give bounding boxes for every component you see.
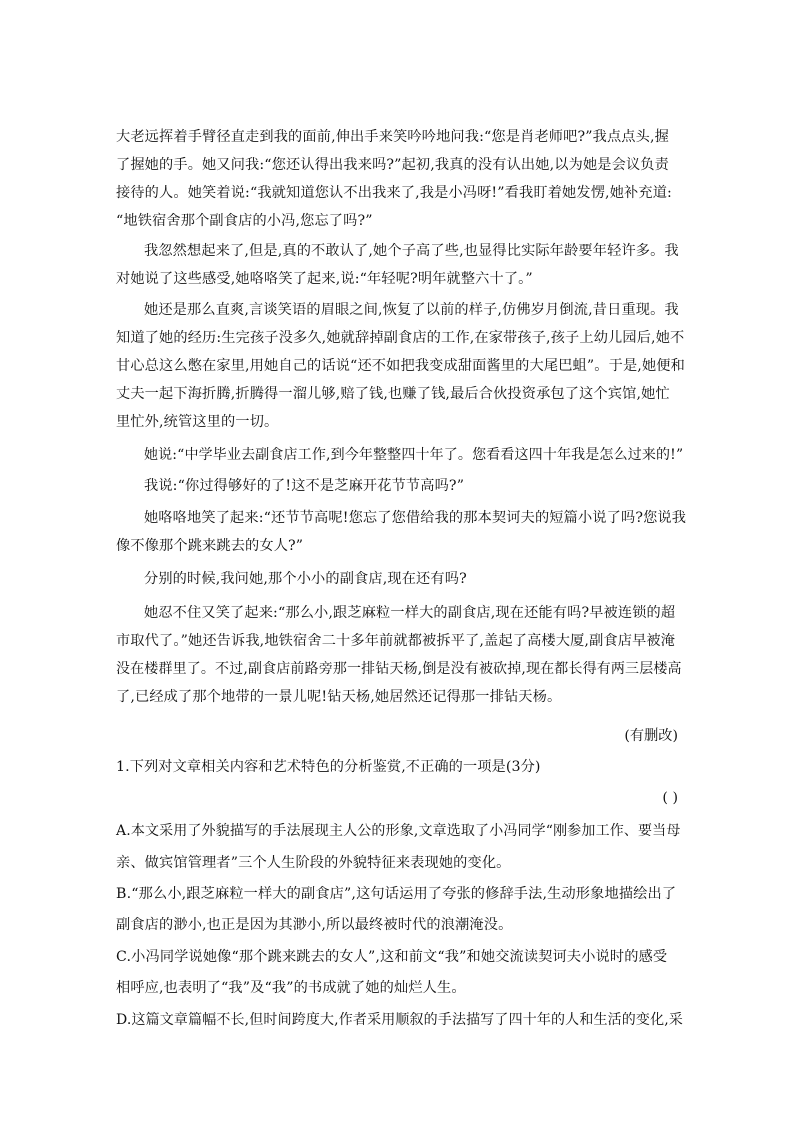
passage-line: “地铁宿舍那个副食店的小冯,您忘了吗?” <box>116 213 373 229</box>
passage-line: 分别的时候,我问她,那个小小的副食店,现在还有吗? <box>144 571 467 587</box>
passage-line: 我忽然想起来了,但是,真的不敢认了,她个子高了些,也显得比实际年龄要年轻许多。我 <box>144 243 679 259</box>
passage-line: 了,已经成了那个地带的一景儿呢!钻天杨,她居然还记得那一排钻天杨。 <box>116 689 562 705</box>
option-d-line: D.这篇文章篇幅不长,但时间跨度大,作者采用顺叙的手法描写了四十年的人和生活的变化,采 <box>116 1012 683 1028</box>
passage-line: 丈夫一起下海折腾,折腾得一溜儿够,赔了钱,也赚了钱,最后合伙投资承包了这个宾馆,她忙 <box>116 386 670 402</box>
passage-line: 甘心总这么憋在家里,用她自己的话说“还不如把我变成甜面酱里的大尾巴蛆”。于是,她便和 <box>116 358 685 374</box>
option-c-line: 相呼应,也表明了“我”及“我”的书成就了她的灿烂人生。 <box>116 980 466 996</box>
option-c-line: C.小冯同学说她像“那个跳来跳去的女人”,这和前文“我”和她交流读契诃夫小说时的感受 <box>116 949 668 965</box>
passage-line: 接待的人。她笑着说:“我就知道您认不出我来了,我是小冯呀!”看我盯着她发愣,她补充道: <box>116 185 672 201</box>
passage-line: 她咯咯地笑了起来:“还节节高呢!您忘了您借给我的那本契诃夫的短篇小说了吗?您说我 <box>144 510 687 526</box>
edit-note: (有删改) <box>624 728 678 744</box>
passage-line: 对她说了这些感受,她咯咯笑了起来,说:“年轻呢?明年就整六十了。” <box>116 271 533 287</box>
passage-line: 她说:“中学毕业去副食店工作,到今年整整四十年了。您看看这四十年我是怎么过来的!” <box>144 447 684 463</box>
passage-line: 市取代了。”她还告诉我,地铁宿舍二十多年前就都被拆平了,盖起了高楼大厦,副食店早被淹 <box>116 633 676 649</box>
passage-line: 像不像那个跳来跳去的女人?” <box>116 538 304 554</box>
passage-line: 里忙外,统管这里的一切。 <box>116 414 279 430</box>
passage-line: 了握她的手。她又问我:“您还认得出我来吗?”起初,我真的没有认出她,以为她是会议负责 <box>116 157 669 173</box>
passage-line: 知道了她的经历:生完孩子没多久,她就辞掉副食店的工作,在家带孩子,孩子上幼儿园后,她不 <box>116 330 685 346</box>
passage-line: 没在楼群里了。不过,副食店前路旁那一排钻天杨,倒是没有被砍掉,现在都长得有两三层楼高 <box>116 661 682 677</box>
option-a-line: 亲、做宾馆管理者”三个人生阶段的外貌特征来表现她的变化。 <box>116 855 511 871</box>
answer-bracket: ( ) <box>662 790 678 806</box>
passage-line: 她还是那么直爽,言谈笑语的眉眼之间,恢复了以前的样子,仿佛岁月倒流,昔日重现。我 <box>144 302 679 318</box>
passage-line: 我说:“你过得够好的了!这不是芝麻开花节节高吗?” <box>144 478 465 494</box>
question-stem: 1.下列对文章相关内容和艺术特色的分析鉴赏,不正确的一项是(3分) <box>116 759 541 775</box>
option-b-line: B.“那么小,跟芝麻粒一样大的副食店”,这句话运用了夸张的修辞手法,生动形象地描绘出了 <box>116 886 677 902</box>
option-a-line: A.本文采用了外貌描写的手法展现主人公的形象,文章选取了小冯同学“刚参加工作、要当母 <box>116 823 681 839</box>
passage-line: 大老远挥着手臂径直走到我的面前,伸出手来笑吟吟地问我:“您是肖老师吧?”我点点头,握 <box>116 129 669 145</box>
option-b-line: 副食店的渺小,也正是因为其渺小,所以最终被时代的浪潮淹没。 <box>116 917 513 933</box>
passage-line: 她忍不住又笑了起来:“那么小,跟芝麻粒一样大的副食店,现在还能有吗?早被连锁的超 <box>144 605 676 621</box>
